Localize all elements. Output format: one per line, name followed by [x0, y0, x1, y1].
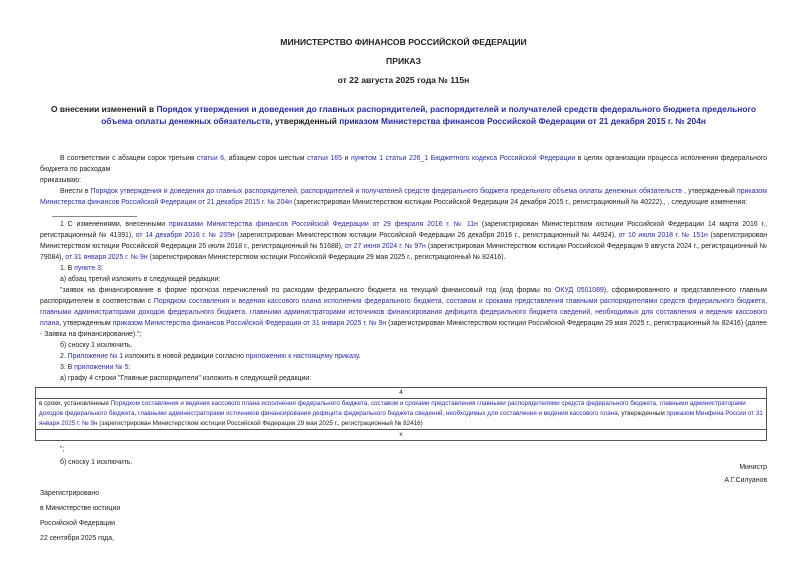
footnote — [40, 219, 767, 263]
table-content-cell — [36, 399, 767, 430]
table-footer-cell: x — [36, 430, 767, 441]
text-segment: (зарегистрирован Министерством юстиции Российской Федерации 29 мая 2025 г., регистрационный № 82416) (далее - Заявка на финансирование)."; — [40, 320, 768, 338]
document-link[interactable]: Порядком составления и ведения кассового плана исполнения федерального бюджета, составом и сроками представления главными распорядителями средств федерального бюджета, главными администраторами доходов федерального бюджета, главными администраторами источников финансирования дефицита федерального бюджета сведений, необходимых для составления и ведения кассового плана — [39, 400, 746, 417]
item-3b: б) сноску 1 исключить. — [60, 459, 133, 466]
text-segment: (зарегистрирован Министерством юстиции Российской Федерации 26 декабря 2016 г., регистрационный № 44924), — [234, 232, 619, 239]
text-segment: и — [341, 155, 351, 162]
document-link[interactable]: Приложение № 1 — [67, 353, 124, 360]
text-segment: , утвержденным — [59, 320, 113, 327]
item-1b: б) сноску 1 исключить. — [60, 342, 133, 349]
preamble — [40, 153, 767, 175]
text-segment: , абзацем сорок шестым — [224, 155, 308, 162]
registration-line: Зарегистрировано — [40, 490, 100, 497]
document-link[interactable]: от 14 декабря 2016 г. № 235н — [135, 232, 235, 239]
document-link[interactable]: пункте 3 — [74, 265, 101, 272]
document-link[interactable]: приказом Минфина России от 31 января 2025 г. № 9н — [39, 410, 763, 427]
document-link[interactable]: приложению к настоящему приказу — [245, 353, 359, 360]
text-segment: 1. В — [60, 265, 75, 272]
registration-line: Российской Федерации — [40, 520, 115, 527]
text-segment: В соответствии с абзацем сорок третьим — [60, 155, 197, 162]
text-segment: (зарегистрирован Министерством юстиции Российской Федерации 9 августа 2024 г., регистрационный № 79084), — [40, 243, 767, 261]
text-segment: (зарегистрирован Министерством юстиции Российской Федерации 14 марта 2016 г., регистрационный № 41391), — [40, 221, 768, 239]
intro-paragraph — [40, 186, 767, 208]
doc-title — [50, 103, 757, 127]
text-segment: (зарегистрирован Министерством юстиции Российской Федерации 25 июля 2018 г., регистрационный № 51688), — [40, 232, 767, 250]
signature-position: Министр — [739, 464, 767, 471]
text-segment: 3. В — [60, 364, 75, 371]
registration-block — [40, 486, 120, 546]
document-link[interactable]: от 10 июля 2018 г. № 151н — [618, 232, 708, 239]
registration-line: в Министерстве юстиции — [40, 505, 121, 512]
text-segment: в целях организации процесса исполнения федерального бюджета по расходам — [40, 155, 767, 173]
item-1 — [40, 263, 767, 274]
text-segment: . — [358, 353, 361, 360]
doc-type: ПРИКАЗ — [386, 56, 421, 66]
text-segment: Внести в — [60, 188, 91, 195]
document-link[interactable]: приказом Министерства финансов Российской Федерации от 31 января 2025 г. № 9н — [112, 320, 387, 327]
document-link[interactable]: приказом Министерства финансов Российской Федерации от 21 декабря 2015 г. № 204н — [339, 116, 706, 126]
document-link[interactable]: ОКУД 0501089 — [554, 287, 604, 294]
document-link[interactable]: Порядок утверждения и доведения до главных распорядителей, распорядителей и получателей средств федерального бюджета предельного объема оплаты денежных обязательств — [101, 104, 756, 126]
document-link[interactable]: статьи 6 — [196, 155, 225, 162]
document-link[interactable]: Порядок утверждения и доведения до главных распорядителей, распорядителей и получателей средств федерального бюджета предельного объема оплаты денежных обязательств — [90, 188, 682, 195]
text-segment: 2. — [60, 353, 68, 360]
table-header-cell: 4 — [36, 388, 767, 399]
amendment-table — [35, 387, 767, 441]
document-link[interactable]: Порядком составления и ведения кассового плана исполнения федерального бюджета, составом и сроками представления главными распорядителями средств федерального бюджета, главными администраторами доходов федерального бюджета, главными администраторами источников финансирования дефицита федерального бюджета сведений, необходимых для составления и ведения кассового плана — [40, 298, 767, 327]
text-segment: , утвержденным — [617, 410, 667, 417]
registration-line: 22 сентября 2025 года, — [40, 535, 114, 542]
document-link[interactable]: пунктом 1 статьи 226_1 Бюджетного кодекса Российской Федерации — [350, 155, 576, 162]
text-segment: (зарегистрирован Министерством юстиции Российской Федерации 24 декабря 2015 г., регистрационный № 40222)., , следующие изменения: — [291, 199, 747, 206]
text-segment: ), сформированного и представленного главным распорядителем в соответствии с — [40, 287, 767, 305]
item-3 — [40, 362, 767, 373]
document-link[interactable]: приказами Министерства финансов Российской Федерации от 29 февраля 2016 г. № 11н — [169, 221, 478, 228]
doc-date-number: от 22 августа 2025 года № 115н — [337, 75, 470, 85]
item-3a: а) графу 4 строки "Главные распорядители" изложить в следующей редакции: — [60, 375, 312, 382]
document-link[interactable]: приложении № 5 — [74, 364, 129, 371]
text-segment: , утвержденный — [270, 116, 340, 126]
document-link[interactable]: статьи 165 — [307, 155, 342, 162]
text-segment: : — [100, 265, 103, 272]
item-2 — [40, 351, 767, 362]
document-link[interactable]: от 31 января 2025 г. № 9н — [65, 254, 148, 261]
quote-paragraph — [40, 285, 767, 340]
document-link[interactable]: от 27 июня 2024 г. № 97н — [344, 243, 426, 250]
text-segment: изложить в новой редакции согласно — [123, 353, 246, 360]
text-segment: 1 С изменениями, внесенными — [60, 221, 169, 228]
ministry-heading: МИНИСТЕРСТВО ФИНАНСОВ РОССИЙСКОЙ ФЕДЕРАЦИИ — [280, 37, 527, 47]
quote-end: "; — [60, 446, 65, 453]
signature-block — [724, 462, 767, 487]
text-segment: в сроки, установленные — [39, 400, 111, 407]
text-segment: : — [128, 364, 131, 371]
document-link[interactable]: приказом Министерства финансов Российской Федерации от 21 декабря 2015 г. № 204н — [40, 188, 767, 206]
signature-name: А.Г.Силуанов — [724, 476, 767, 484]
order-word: приказываю: — [40, 177, 81, 184]
document-body — [40, 153, 767, 468]
text-segment: "заявок на финансирование в форме прогноза перечислений по расходам федерального бюджета на текущий финансовый год (код формы по — [60, 287, 555, 294]
text-segment: О внесении изменений в — [51, 104, 157, 114]
text-segment: (зарегистрирован Министерством юстиции Российской Федерации 29 мая 2025 г., регистрационный № 82416) — [97, 420, 423, 427]
text-segment: , утвержденный — [681, 188, 737, 195]
footnote-divider — [52, 216, 137, 217]
item-1a: а) абзац третий изложить в следующей редакции: — [60, 276, 221, 283]
text-segment: (зарегистрирован Министерством юстиции Российской Федерации 29 мая 2025 г., регистрационный № 82416). — [147, 254, 506, 261]
